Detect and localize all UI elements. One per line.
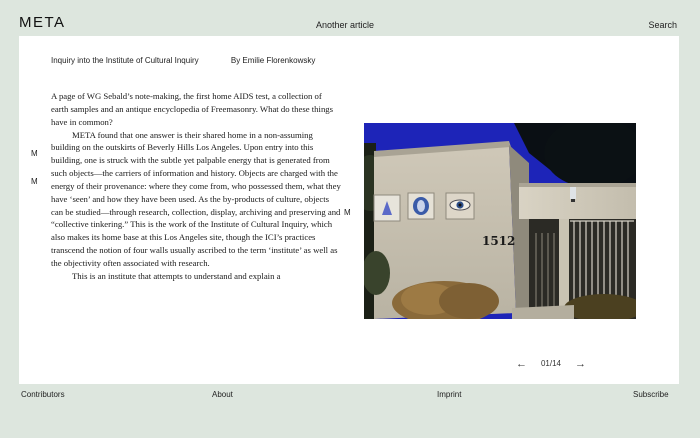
another-article-link[interactable]: Another article	[315, 20, 375, 30]
margin-note-marker[interactable]: M	[31, 177, 38, 186]
article-title: Inquiry into the Institute of Cultural Inquiry	[51, 56, 199, 65]
gallery-photo[interactable]	[364, 123, 636, 319]
footer-contributors-link[interactable]: Contributors	[21, 390, 65, 399]
footer-imprint-link[interactable]: Imprint	[437, 390, 462, 399]
article-body	[51, 90, 341, 348]
margin-note-marker[interactable]: M	[344, 208, 351, 217]
footer-about-link[interactable]: About	[212, 390, 233, 399]
search-link[interactable]: Search	[648, 20, 677, 30]
article-paragraph: A page of WG Sebald’s note-making, the first home AIDS test, a collection of earth samples and an antique encyclopedia of Freemasonry. What do these things have in common?	[51, 91, 334, 127]
top-bar	[0, 0, 700, 36]
footer-subscribe-link[interactable]: Subscribe	[633, 390, 669, 399]
gallery-pager	[516, 359, 586, 368]
article-meta	[51, 56, 315, 65]
article-paragraph: This is an institute that attempts to understand and explain a	[72, 270, 281, 281]
article-paragraph: META found that one answer is their shared home in a non-assuming building on the outskirts of Beverly Hills Los Angeles. Upon entry into this building, one is struck with the subtle yet palpable energy that is generated from such objects—the carriers of information and history. Objects are charged with the energy of their provenance: where they come from, who possessed them, what they have ‘seen’ and how they have been used. As the by-products of culture, objects can be studied—through research, collection, display, archiving and preserving and “collective tinkering.” This is the work of the Institute of Cultural Inquiry, which also makes its home base at this Los Angeles site, though the ICI’s practices transcend the notion of four walls usually ascribed to the term ‘institute’ as well as the objectivity often associated with research.	[51, 129, 341, 268]
article-byline: By Emilie Florenkowsky	[230, 56, 316, 65]
article-panel	[19, 36, 679, 384]
arrow-right-icon[interactable]: →	[575, 357, 586, 370]
arrow-left-icon[interactable]: ←	[516, 357, 527, 370]
margin-note-marker[interactable]: M	[31, 149, 38, 158]
site-logo[interactable]: META	[19, 14, 66, 31]
building-photo-image	[364, 123, 636, 319]
gallery-counter: 01/14	[540, 359, 562, 368]
house-number: 1512	[482, 234, 516, 248]
footer-nav	[0, 390, 700, 404]
